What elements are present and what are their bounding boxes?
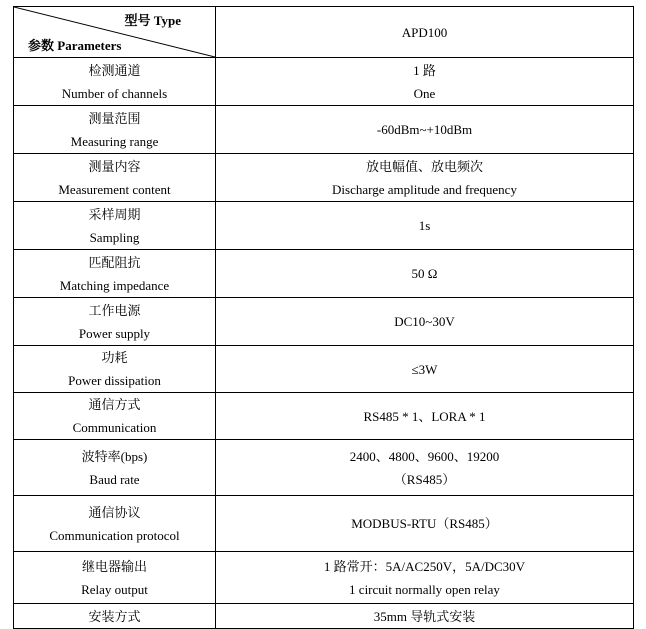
table-row [14, 106, 634, 154]
param-cell [14, 552, 216, 604]
table-row [14, 250, 634, 298]
param-cn: 匹配阻抗 [88, 254, 141, 270]
param-cn: 安装方式 [88, 608, 141, 624]
value-line: MODBUS-RTU（RS485） [351, 516, 498, 531]
value-cell [216, 106, 634, 154]
table-row [14, 604, 634, 629]
value-line: One [413, 85, 436, 101]
value-line: Discharge amplitude and frequency [332, 181, 517, 197]
param-en: Communication protocol [49, 527, 180, 543]
table-row [14, 298, 634, 346]
param-cn: 检测通道 [88, 62, 141, 78]
param-cn: 测量内容 [88, 158, 141, 174]
model-cell: APD100 [216, 7, 634, 58]
param-cn: 工作电源 [88, 302, 141, 318]
param-cell [14, 496, 216, 552]
param-cn: 采样周期 [88, 206, 141, 222]
param-cell [14, 106, 216, 154]
table-row [14, 496, 634, 552]
value-cell [216, 552, 634, 604]
parameters-label: 参数 Parameters [28, 38, 122, 53]
value-line: 2400、4800、9600、19200 [349, 448, 500, 464]
param-cell [14, 440, 216, 496]
value-line: 1s [418, 218, 431, 233]
value-cell [216, 604, 634, 629]
table-row [14, 58, 634, 106]
param-cell [14, 604, 216, 629]
value-line: 50 Ω [411, 266, 438, 281]
param-en: Power dissipation [68, 373, 161, 388]
param-en: Baud rate [89, 471, 140, 487]
value-cell [216, 346, 634, 393]
value-line: 放电幅值、放电频次 [365, 158, 483, 174]
param-en: Communication [72, 420, 157, 435]
param-cell [14, 154, 216, 202]
param-en: Number of channels [61, 85, 168, 101]
param-en: Matching impedance [59, 277, 170, 293]
param-cell [14, 346, 216, 393]
table-row [14, 202, 634, 250]
value-line: -60dBm~+10dBm [376, 122, 473, 137]
header-row [14, 7, 634, 58]
table-row [14, 393, 634, 440]
header-corner-cell [14, 7, 216, 58]
value-line: 35mm 导轨式安装 [373, 608, 476, 624]
param-en: Measurement content [58, 181, 171, 197]
value-cell [216, 440, 634, 496]
value-line: 1 路常开：5A/AC250V，5A/DC30V [323, 558, 526, 574]
table-row [14, 154, 634, 202]
value-line: 1 路 [413, 62, 436, 78]
table-row [14, 440, 634, 496]
param-cell [14, 58, 216, 106]
value-line: 1 circuit normally open relay [349, 581, 500, 597]
param-cell [14, 393, 216, 440]
param-cn: 通信方式 [88, 397, 141, 412]
spec-table [13, 6, 634, 629]
value-line: ≤3W [411, 361, 438, 377]
value-cell [216, 250, 634, 298]
type-label: 型号 Type [124, 13, 181, 28]
value-cell [216, 496, 634, 552]
param-cell [14, 250, 216, 298]
param-cell [14, 298, 216, 346]
param-cn: 波特率(bps) [81, 448, 148, 464]
value-cell [216, 298, 634, 346]
value-line: RS485 * 1、LORA * 1 [363, 408, 486, 424]
param-en: Power supply [78, 325, 151, 341]
table-row [14, 346, 634, 393]
param-en: Relay output [81, 581, 148, 597]
param-en: Sampling [89, 229, 140, 245]
value-cell [216, 202, 634, 250]
param-cell [14, 202, 216, 250]
param-cn: 功耗 [101, 350, 128, 365]
value-line: DC10~30V [394, 314, 455, 329]
param-cn: 通信协议 [88, 504, 141, 520]
param-cn: 继电器输出 [81, 558, 147, 574]
table-row [14, 552, 634, 604]
param-en: Measuring range [70, 133, 159, 149]
value-line: （RS485） [393, 471, 456, 487]
value-cell [216, 393, 634, 440]
value-cell [216, 58, 634, 106]
param-cn: 测量范围 [88, 110, 141, 126]
value-cell [216, 154, 634, 202]
